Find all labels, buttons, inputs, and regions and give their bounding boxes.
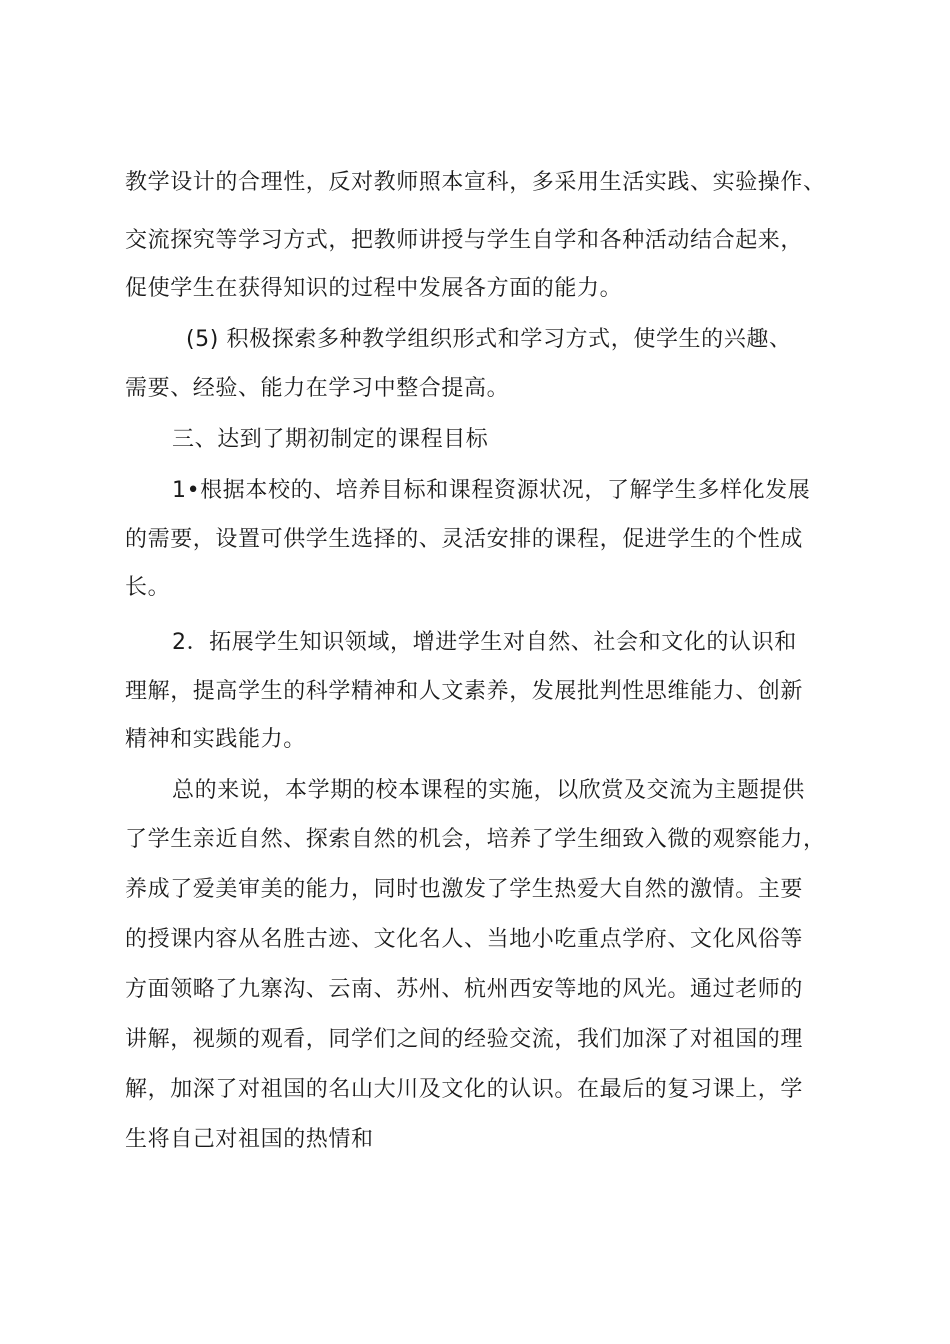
list-item-line: (5) 积极探索多种教学组织形式和学习方式，使学生的兴趣、 xyxy=(186,327,792,352)
paragraph-line: 理解，提高学生的科学精神和人文素养，发展批判性思维能力、创新 xyxy=(125,679,804,704)
list-item-line: 1•根据本校的、培养目标和课程资源状况，了解学生多样化发展 xyxy=(172,478,811,503)
paragraph-line: 养成了爱美审美的能力，同时也激发了学生热爱大自然的激情。主要 xyxy=(125,877,804,902)
paragraph-line: 方面领略了九寨沟、云南、苏州、杭州西安等地的风光。通过老师的 xyxy=(125,977,804,1002)
paragraph-line: 精神和实践能力。 xyxy=(125,727,306,752)
paragraph-line: 总的来说，本学期的校本课程的实施，以欣赏及交流为主题提供 xyxy=(172,778,805,803)
paragraph-line: 交流探究等学习方式，把教师讲授与学生自学和各种活动结合起来， xyxy=(125,228,804,253)
paragraph-line: 生将自己对祖国的热情和 xyxy=(125,1127,374,1152)
paragraph-line: 的需要，设置可供学生选择的、灵活安排的课程，促进学生的个性成 xyxy=(125,527,804,552)
paragraph-line: 长。 xyxy=(125,575,171,600)
paragraph-line: 讲解，视频的观看，同学们之间的经验交流，我们加深了对祖国的理 xyxy=(125,1027,804,1052)
paragraph-line: 解，加深了对祖国的名山大川及文化的认识。在最后的复习课上，学 xyxy=(125,1077,804,1102)
paragraph-line: 的授课内容从名胜古迹、文化名人、当地小吃重点学府、文化风俗等 xyxy=(125,927,804,952)
list-item-line: 2．拓展学生知识领域，增进学生对自然、社会和文化的认识和 xyxy=(172,630,797,655)
paragraph-line: 需要、经验、能力在学习中整合提高。 xyxy=(125,376,510,401)
section-heading: 三、达到了期初制定的课程目标 xyxy=(172,427,489,452)
paragraph-line: 了学生亲近自然、探索自然的机会，培养了学生细致入微的观察能力， xyxy=(125,827,826,852)
paragraph-line: 教学设计的合理性，反对教师照本宣科，多采用生活实践、实验操作、 xyxy=(125,170,826,195)
paragraph-line: 促使学生在获得知识的过程中发展各方面的能力。 xyxy=(125,276,623,301)
